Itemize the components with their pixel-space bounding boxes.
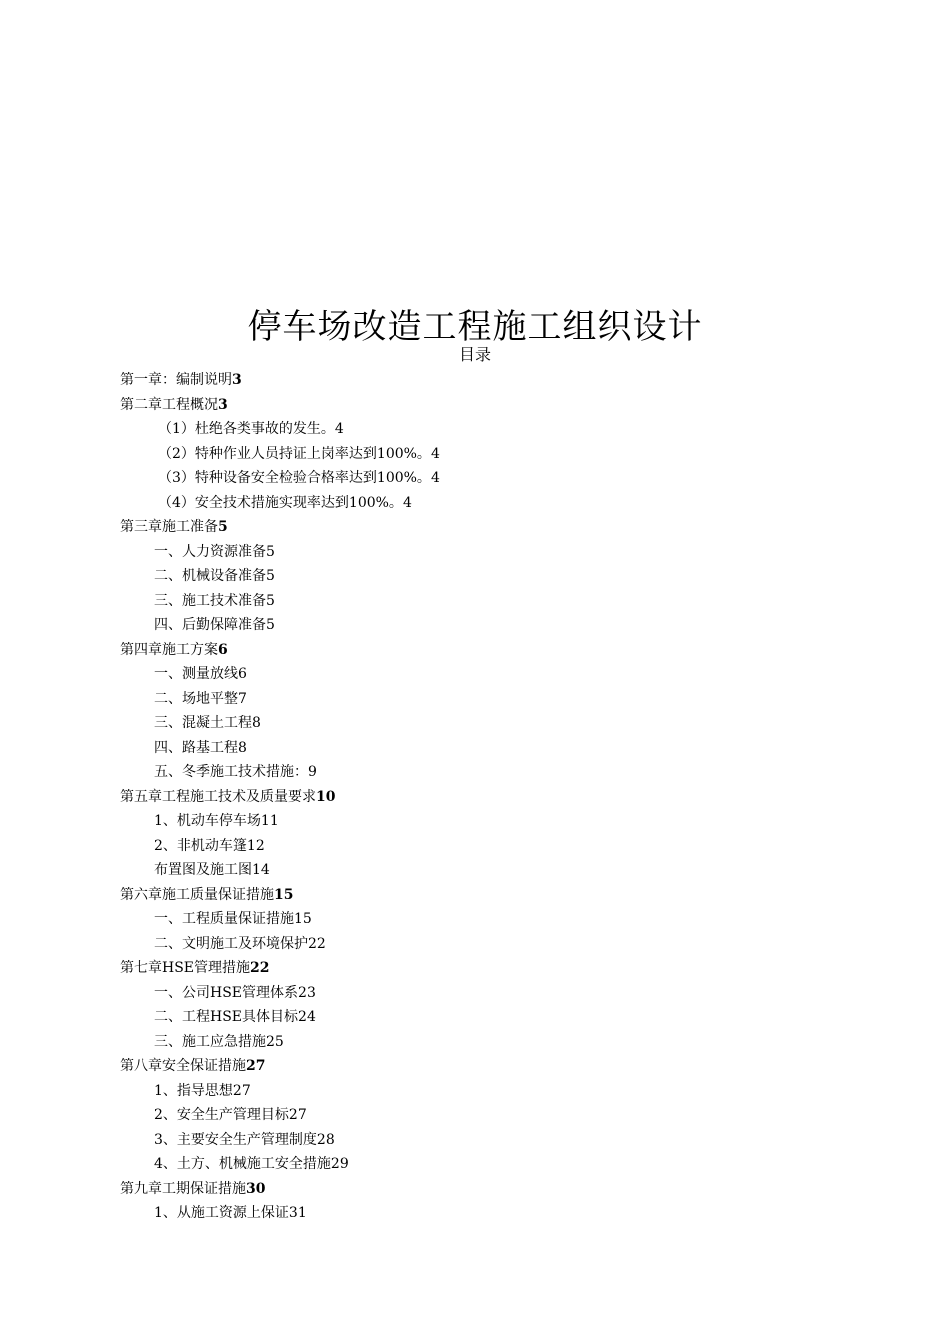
toc-section-entry[interactable] <box>120 466 880 491</box>
toc-section-entry[interactable] <box>120 687 880 712</box>
toc-entry-text: 第一章：编制说明 <box>120 372 232 388</box>
toc-page-number: 5 <box>266 568 275 584</box>
toc-page-number: 27 <box>246 1058 266 1074</box>
toc-page-number: 5 <box>218 519 228 535</box>
toc-heading: 目录 <box>458 345 491 364</box>
toc-entry-text: 布置图及施工图 <box>154 862 252 878</box>
toc-section-entry[interactable] <box>120 1005 880 1030</box>
toc-section-entry[interactable] <box>120 858 880 883</box>
toc-entry-text: 第六章施工质量保证措施 <box>120 886 274 903</box>
toc-chapter-entry[interactable] <box>120 1177 880 1202</box>
toc-page-number: 30 <box>246 1180 266 1197</box>
toc-entry-text: 二、机械设备准备 <box>154 568 266 584</box>
toc-section-entry[interactable] <box>120 417 880 442</box>
toc-entry-text: （2）特种作业人员持证上岗率达到100%。 <box>158 445 431 462</box>
toc-page-number: 22 <box>250 960 270 976</box>
toc-page-number: 27 <box>232 1082 251 1099</box>
toc-entry-text: 一、测量放线 <box>154 666 238 682</box>
toc-section-entry[interactable] <box>120 1030 880 1055</box>
toc-chapter-entry[interactable] <box>120 393 880 418</box>
toc-section-entry[interactable] <box>120 442 880 467</box>
toc-entry-text: 第七章HSE管理措施 <box>120 960 251 976</box>
toc-page-number: 5 <box>266 592 275 609</box>
toc-entry-text: 第二章工程概况 <box>120 396 218 413</box>
toc-entry-text: 1、指导思想 <box>154 1082 233 1099</box>
toc-section-entry[interactable] <box>120 981 880 1006</box>
toc-entry-text: 第九章工期保证措施 <box>120 1180 246 1197</box>
toc-chapter-entry[interactable] <box>120 638 880 663</box>
toc-page-number: 29 <box>330 1156 349 1172</box>
toc-page-number: 23 <box>298 984 316 1001</box>
toc-entry-text: 一、人力资源准备 <box>154 543 266 560</box>
toc-section-entry[interactable] <box>120 589 880 614</box>
toc-entry-text: 第八章安全保证措施 <box>120 1058 246 1074</box>
toc-entry-text: （3）特种设备安全检验合格率达到100%。 <box>158 470 431 486</box>
toc-section-entry[interactable] <box>120 809 880 834</box>
toc-page-number: 5 <box>266 617 275 633</box>
toc-section-entry[interactable] <box>120 1201 880 1226</box>
toc-chapter-entry[interactable] <box>120 368 880 393</box>
toc-page-number: 7 <box>238 690 247 707</box>
toc-section-entry[interactable] <box>120 1128 880 1153</box>
document-title: 停车场改造工程施工组织设计 <box>247 307 703 347</box>
toc-page-number: 4 <box>430 445 440 462</box>
toc-entry-text: 四、路基工程 <box>154 739 238 756</box>
toc-page-number: 4 <box>334 421 344 437</box>
toc-section-entry[interactable] <box>120 1103 880 1128</box>
toc-chapter-entry[interactable] <box>120 956 880 981</box>
toc-entry-text: 第四章施工方案 <box>120 641 218 658</box>
toc-entry-text: 二、工程HSE具体目标 <box>154 1009 299 1025</box>
toc-entry-text: （4）安全技术措施实现率达到100%。 <box>158 494 403 511</box>
toc-section-entry[interactable] <box>120 907 880 932</box>
toc-entry-text: 2、安全生产管理目标 <box>154 1107 289 1123</box>
toc-page-number: 4 <box>430 470 440 486</box>
toc-section-entry[interactable] <box>120 711 880 736</box>
toc-entry-text: 1、从施工资源上保证 <box>154 1205 289 1221</box>
toc-entry-text: 三、施工技术准备 <box>154 592 266 609</box>
toc-page-number: 15 <box>294 911 312 927</box>
toc-page-number: 15 <box>274 886 294 903</box>
toc-entry-text: 一、公司HSE管理体系 <box>154 984 299 1001</box>
table-of-contents <box>120 368 880 1226</box>
toc-page-number: 8 <box>252 715 261 731</box>
toc-section-entry[interactable] <box>120 932 880 957</box>
toc-entry-text: 五、冬季施工技术措施： <box>154 764 308 780</box>
toc-entry-text: 四、后勤保障准备 <box>154 617 266 633</box>
toc-chapter-entry[interactable] <box>120 785 880 810</box>
toc-chapter-entry[interactable] <box>120 515 880 540</box>
toc-section-entry[interactable] <box>120 662 880 687</box>
toc-page-number: 8 <box>238 739 247 756</box>
toc-section-entry[interactable] <box>120 491 880 516</box>
toc-entry-text: 二、场地平整 <box>154 690 238 707</box>
toc-page-number: 3 <box>232 372 242 388</box>
toc-page-number: 6 <box>218 641 228 658</box>
toc-page-number: 11 <box>260 813 279 829</box>
toc-entry-text: 三、施工应急措施 <box>154 1033 266 1050</box>
toc-section-entry[interactable] <box>120 736 880 761</box>
toc-page-number: 14 <box>252 862 270 878</box>
toc-entry-text: 1、机动车停车场 <box>154 813 261 829</box>
toc-entry-text: 第五章工程施工技术及质量要求 <box>120 788 316 805</box>
toc-entry-text: 第三章施工准备 <box>120 519 218 535</box>
toc-page-number: 25 <box>266 1033 284 1050</box>
toc-entry-text: 2、非机动车篷 <box>154 837 247 854</box>
toc-section-entry[interactable] <box>120 540 880 565</box>
toc-entry-text: （1）杜绝各类事故的发生。 <box>158 421 335 437</box>
toc-page-number: 9 <box>308 764 317 780</box>
toc-page-number: 27 <box>288 1107 307 1123</box>
toc-page-number: 3 <box>218 396 228 413</box>
toc-page-number: 6 <box>238 666 247 682</box>
toc-entry-text: 3、主要安全生产管理制度 <box>154 1131 317 1148</box>
toc-entry-text: 二、文明施工及环境保护 <box>154 935 308 952</box>
toc-section-entry[interactable] <box>120 564 880 589</box>
toc-chapter-entry[interactable] <box>120 1054 880 1079</box>
toc-section-entry[interactable] <box>120 834 880 859</box>
toc-page-number: 5 <box>266 543 275 560</box>
toc-chapter-entry[interactable] <box>120 883 880 908</box>
toc-entry-text: 一、工程质量保证措施 <box>154 911 294 927</box>
toc-entry-text: 三、混凝土工程 <box>154 715 252 731</box>
toc-page-number: 28 <box>316 1131 335 1148</box>
toc-page-number: 10 <box>316 788 336 805</box>
toc-page-number: 22 <box>308 935 326 952</box>
toc-page-number: 4 <box>402 494 412 511</box>
toc-section-entry[interactable] <box>120 1079 880 1104</box>
toc-section-entry[interactable] <box>120 613 880 638</box>
toc-page-number: 24 <box>298 1009 316 1025</box>
toc-entry-text: 4、土方、机械施工安全措施 <box>154 1156 331 1172</box>
toc-section-entry[interactable] <box>120 760 880 785</box>
toc-page-number: 12 <box>246 837 265 854</box>
toc-section-entry[interactable] <box>120 1152 880 1177</box>
toc-page-number: 31 <box>288 1205 307 1221</box>
